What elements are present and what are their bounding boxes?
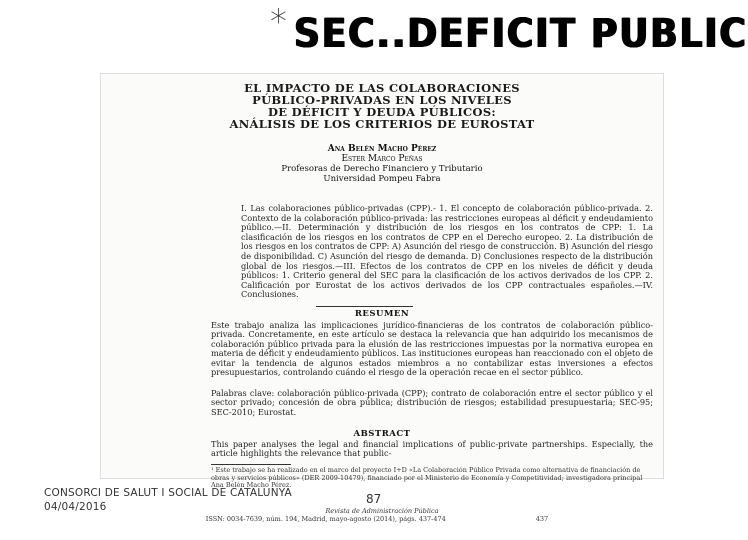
author-affiliation: Universidad Pompeu Fabra [323,174,441,184]
resumen-heading: RESUMEN [354,309,410,319]
journal-reference [101,515,653,523]
page-number: 87 [366,492,382,506]
document-summary: I. Las colaboraciones público-privadas (CPP).- 1. El concepto de colaboración público-privada. 2. Contexto de la colaboración público-privada: las restricciones europeas al déficit y endeudamiento público.—II. Determinación y distribución de los riesgos en los contratos de CPP: 1. La clasificación de los riesgos en los contratos de CPP en el Derecho europeo. 2. La distribución de los riesgos en los contratos de CPP: A) Asunción del riesgo de construcción. B) Asunción del riesgo de disponibilidad. C) Asunción del riesgo de demanda. D) Conclusiones respecto de la distribución global de los riesgos.—III. Efectos de los contratos de CPP en los niveles de déficit y deuda públicos: 1. Criterio general del SEC para la clasificación de los activos derivados de los CPP. 2. Calificación por Eurostat de los activos derivados de los CPP contractuales españoles.—IV. Conclusiones. [241,203,653,300]
footnote-rule [211,464,291,465]
abstract-heading: ABSTRACT [353,429,411,439]
asterisk-bullet: * [270,2,287,42]
journal-name: Revista de Administración Pública [325,507,439,515]
document-title-line: ANÁLISIS DE LOS CRITERIOS DE EUROSTAT [229,117,535,131]
document-title [171,82,593,130]
footer-date: 04/04/2016 [44,501,107,513]
slide-title: SEC..DEFICIT PUBLIC [294,11,748,57]
author-affiliation: Profesoras de Derecho Financiero y Tributario [281,164,483,174]
document-authors [101,144,663,184]
resumen-text: Este trabajo analiza las implicaciones jurídico-financieras de los contratos de colaboración público-privada. Concretamente, en este artículo se destaca la relevancia que han adquirido los mecanismos de colaboración público privada para la elusión de las restricciones impuestas por la normativa europea en materia de déficit y endeudamiento públicos. Las instituciones europeas han reaccionado con el objeto de evitar la tendencia de algunos estados miembros a no contabilizar estas inversiones a efectos presupuestarios, controlando cuándo el riesgo de la operación recae en el sector público. [211,320,653,378]
footnote-text: ¹ Este trabajo se ha realizado en el marco del proyecto I+D «La Colaboración Público Privada como alternativa de financiación de obras y servicios públicos» (DER 2009-10479), financiado por el Ministerio de Economía y Competitividad; investigadora principal Ana Belén Macho Pérez. [211,466,643,490]
abstract-text: This paper analyses the legal and financial implications of public-private partnerships. Especially, the article highlights the relevance that public- [211,439,653,459]
journal-page: 437 [535,515,549,523]
author-name: Ester Marco Peñas [341,154,423,164]
footer-info [44,486,292,514]
footer-organization: CONSORCI DE SALUT I SOCIAL DE CATALUNYA [44,487,292,499]
slide-header [270,2,748,60]
document-title-line: DE DÉFICIT Y DEUDA PÚBLICOS: [268,105,496,119]
document-title-line: EL IMPACTO DE LAS COLABORACIONES [244,81,520,95]
section-divider [316,306,413,307]
keywords-text: Palabras clave: colaboración público-privada (CPP); contrato de colaboración entre el sector público y el sector privado; concesión de obra pública; distribución de riesgos; estabilidad presupuestaria; SEC-95; SEC-2010; Eurostat. [211,388,653,417]
journal-issn: ISSN: 0034-7639, núm. 194, Madrid, mayo-agosto (2014), págs. 437-474 [205,515,446,523]
document-title-line: PÚBLICO-PRIVADAS EN LOS NIVELES [252,93,512,107]
author-name: Ana Belén Macho Pérez [327,144,437,154]
